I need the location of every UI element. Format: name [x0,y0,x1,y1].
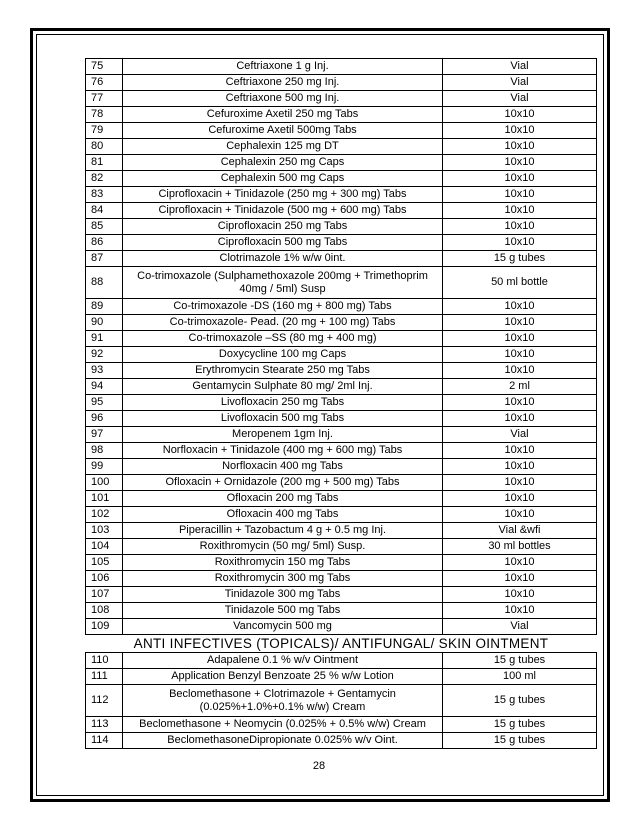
item-name: Cefuroxime Axetil 250 mg Tabs [123,107,443,123]
item-unit: 15 g tubes [443,717,597,733]
item-unit: 15 g tubes [443,653,597,669]
table-row [86,685,597,717]
item-number: 104 [86,539,123,555]
item-number: 84 [86,203,123,219]
table-row [86,123,597,139]
item-number: 105 [86,555,123,571]
item-name: Co-trimoxazole- Pead. (20 mg + 100 mg) Tabs [123,315,443,331]
table-row [86,603,597,619]
item-number: 111 [86,669,123,685]
item-number: 107 [86,587,123,603]
item-number: 103 [86,523,123,539]
page-number: 28 [312,760,326,772]
item-unit: 10x10 [443,555,597,571]
item-name: Ciprofloxacin + Tinidazole (250 mg + 300 mg) Tabs [123,187,443,203]
item-unit: 10x10 [443,331,597,347]
item-number: 102 [86,507,123,523]
drug-list-table [85,58,597,749]
item-unit: 10x10 [443,107,597,123]
table-row [86,187,597,203]
item-number: 83 [86,187,123,203]
table-row [86,411,597,427]
item-unit: Vial [443,427,597,443]
item-unit: Vial &wfi [443,523,597,539]
item-unit: 10x10 [443,123,597,139]
item-unit: 10x10 [443,603,597,619]
table-row [86,523,597,539]
item-name: Ofloxacin 400 mg Tabs [123,507,443,523]
table-row [86,669,597,685]
table-row [86,251,597,267]
item-unit: 100 ml [443,669,597,685]
item-number: 114 [86,733,123,749]
table-row [86,59,597,75]
item-number: 106 [86,571,123,587]
item-name: Application Benzyl Benzoate 25 % w/w Lotion [123,669,443,685]
table-row [86,347,597,363]
item-name: Meropenem 1gm Inj. [123,427,443,443]
item-unit: 10x10 [443,203,597,219]
item-unit: 10x10 [443,155,597,171]
item-name: Ciprofloxacin + Tinidazole (500 mg + 600 mg) Tabs [123,203,443,219]
item-unit: Vial [443,75,597,91]
item-number: 88 [86,267,123,299]
item-name: Tinidazole 300 mg Tabs [123,587,443,603]
table-row [86,299,597,315]
item-name: Ceftriaxone 250 mg Inj. [123,75,443,91]
table-row [86,443,597,459]
item-name: Co-trimoxazole –SS (80 mg + 400 mg) [123,331,443,347]
item-number: 92 [86,347,123,363]
item-name: Adapalene 0.1 % w/v Ointment [123,653,443,669]
item-unit: 10x10 [443,475,597,491]
item-number: 80 [86,139,123,155]
item-unit: Vial [443,91,597,107]
table-row [86,107,597,123]
item-unit: 10x10 [443,299,597,315]
item-name: Cephalexin 250 mg Caps [123,155,443,171]
item-unit: 10x10 [443,363,597,379]
table-row [86,75,597,91]
item-unit: 10x10 [443,491,597,507]
table-row [86,395,597,411]
table-row [86,427,597,443]
item-number: 77 [86,91,123,107]
item-number: 91 [86,331,123,347]
section-title: ANTI INFECTIVES (TOPICALS)/ ANTIFUNGAL/ SKIN OINTMENT [86,635,597,653]
item-name: Ofloxacin 200 mg Tabs [123,491,443,507]
table-row [86,555,597,571]
table-row [86,235,597,251]
item-unit: 10x10 [443,219,597,235]
item-name: Ceftriaxone 500 mg Inj. [123,91,443,107]
item-unit: 10x10 [443,171,597,187]
item-unit: 30 ml bottles [443,539,597,555]
item-number: 85 [86,219,123,235]
item-number: 78 [86,107,123,123]
item-name: Cefuroxime Axetil 500mg Tabs [123,123,443,139]
table-row [86,139,597,155]
item-name: Ceftriaxone 1 g Inj. [123,59,443,75]
item-number: 86 [86,235,123,251]
item-name: Vancomycin 500 mg [123,619,443,635]
section-header-row [86,635,597,653]
table-row [86,315,597,331]
item-number: 89 [86,299,123,315]
item-name: Roxithromycin (50 mg/ 5ml) Susp. [123,539,443,555]
item-unit: 10x10 [443,395,597,411]
item-name: BeclomethasoneDipropionate 0.025% w/v Oint. [123,733,443,749]
item-unit: 10x10 [443,347,597,363]
item-number: 76 [86,75,123,91]
item-number: 96 [86,411,123,427]
item-number: 87 [86,251,123,267]
item-number: 93 [86,363,123,379]
item-unit: 2 ml [443,379,597,395]
item-number: 81 [86,155,123,171]
item-name: Beclomethasone + Neomycin (0.025% + 0.5% w/w) Cream [123,717,443,733]
item-number: 90 [86,315,123,331]
item-number: 94 [86,379,123,395]
item-name: Beclomethasone + Clotrimazole + Gentamycin (0.025%+1.0%+0.1% w/w) Cream [123,685,443,717]
table-row [86,717,597,733]
item-number: 113 [86,717,123,733]
item-name: Piperacillin + Tazobactum 4 g + 0.5 mg Inj. [123,523,443,539]
table-row [86,491,597,507]
item-unit: Vial [443,59,597,75]
item-name: Livofloxacin 250 mg Tabs [123,395,443,411]
item-unit: 15 g tubes [443,733,597,749]
item-name: Co-trimoxazole (Sulphamethoxazole 200mg + Trimethoprim 40mg / 5ml) Susp [123,267,443,299]
table-row [86,733,597,749]
item-number: 110 [86,653,123,669]
item-number: 75 [86,59,123,75]
table-row [86,171,597,187]
item-name: Ciprofloxacin 250 mg Tabs [123,219,443,235]
table-row [86,155,597,171]
item-number: 79 [86,123,123,139]
table-row [86,219,597,235]
table-row [86,619,597,635]
table-row [86,203,597,219]
item-name: Livofloxacin 500 mg Tabs [123,411,443,427]
item-name: Doxycycline 100 mg Caps [123,347,443,363]
item-name: Cephalexin 500 mg Caps [123,171,443,187]
item-name: Clotrimazole 1% w/w 0int. [123,251,443,267]
table-row [86,507,597,523]
table-row [86,363,597,379]
item-unit: 10x10 [443,507,597,523]
item-number: 101 [86,491,123,507]
table-row [86,379,597,395]
table-row [86,91,597,107]
item-name: Roxithromycin 300 mg Tabs [123,571,443,587]
table-row [86,475,597,491]
table-row [86,571,597,587]
item-unit: 10x10 [443,443,597,459]
item-name: Norfloxacin + Tinidazole (400 mg + 600 mg) Tabs [123,443,443,459]
item-unit: 10x10 [443,139,597,155]
item-unit: 10x10 [443,459,597,475]
table-row [86,331,597,347]
item-number: 108 [86,603,123,619]
item-number: 112 [86,685,123,717]
item-name: Gentamycin Sulphate 80 mg/ 2ml Inj. [123,379,443,395]
item-number: 99 [86,459,123,475]
item-name: Co-trimoxazole -DS (160 mg + 800 mg) Tabs [123,299,443,315]
item-name: Ofloxacin + Ornidazole (200 mg + 500 mg) Tabs [123,475,443,491]
item-unit: 10x10 [443,571,597,587]
item-unit: 10x10 [443,235,597,251]
item-unit: 10x10 [443,187,597,203]
item-name: Tinidazole 500 mg Tabs [123,603,443,619]
item-number: 95 [86,395,123,411]
item-number: 100 [86,475,123,491]
item-name: Ciprofloxacin 500 mg Tabs [123,235,443,251]
item-number: 97 [86,427,123,443]
item-unit: 10x10 [443,411,597,427]
item-number: 82 [86,171,123,187]
table-row [86,459,597,475]
table-row [86,539,597,555]
item-unit: 10x10 [443,587,597,603]
item-name: Roxithromycin 150 mg Tabs [123,555,443,571]
item-name: Erythromycin Stearate 250 mg Tabs [123,363,443,379]
item-name: Cephalexin 125 mg DT [123,139,443,155]
item-unit: 15 g tubes [443,685,597,717]
item-unit: 50 ml bottle [443,267,597,299]
table-row [86,267,597,299]
table-row [86,653,597,669]
table-row [86,587,597,603]
item-unit: 10x10 [443,315,597,331]
item-number: 109 [86,619,123,635]
item-number: 98 [86,443,123,459]
item-unit: Vial [443,619,597,635]
item-unit: 15 g tubes [443,251,597,267]
item-name: Norfloxacin 400 mg Tabs [123,459,443,475]
